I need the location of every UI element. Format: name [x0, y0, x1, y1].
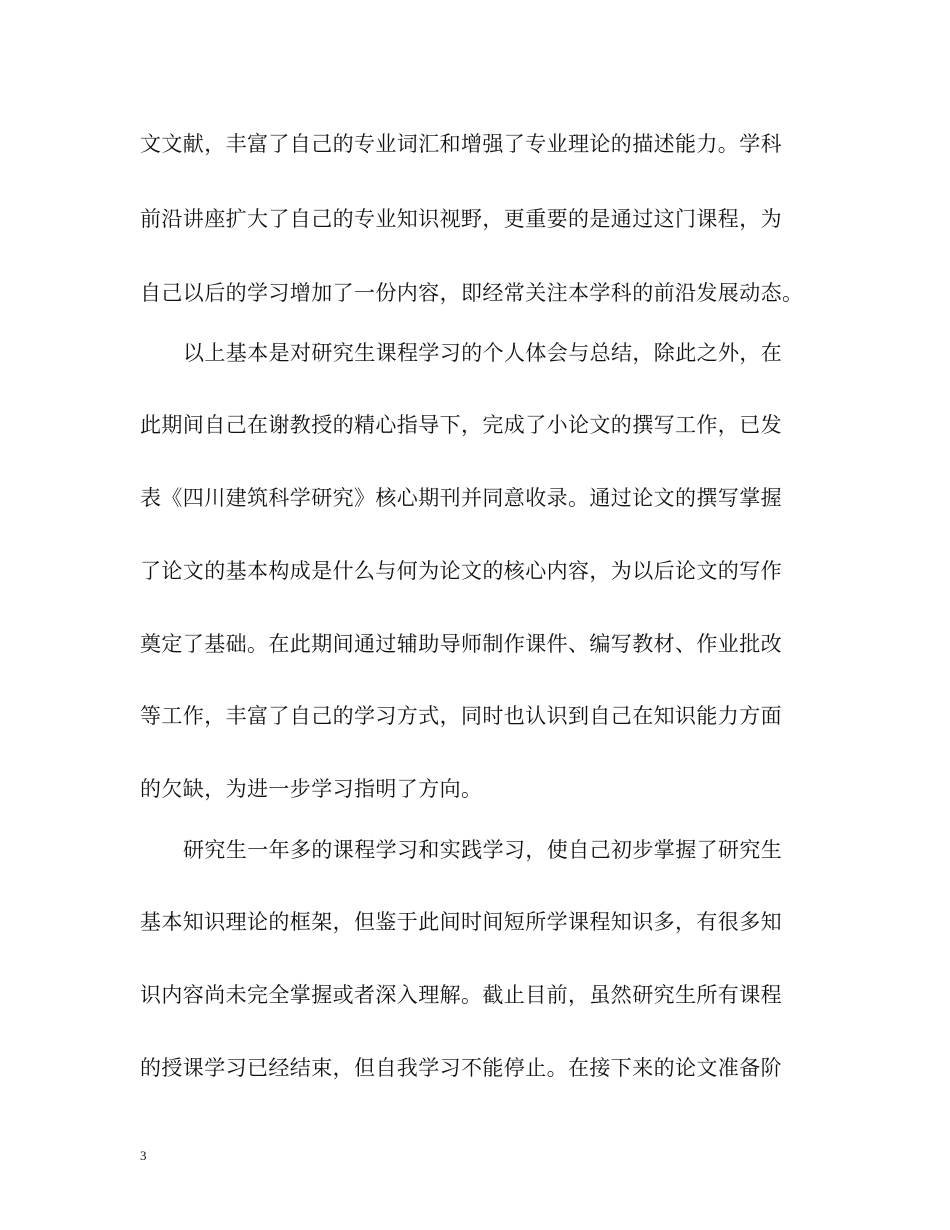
text-line: 自己以后的学习增加了一份内容，即经常关注本学科的前沿发展动态。	[140, 281, 804, 305]
paragraph-first-line: 以上基本是对研究生课程学习的个人体会与总结，除此之外，在	[183, 341, 783, 365]
text-line: 前沿讲座扩大了自己的专业知识视野，更重要的是通过这门课程，为	[140, 207, 782, 231]
text-line: 表《四川建筑科学研究》核心期刊并同意收录。通过论文的撰写掌握	[140, 486, 782, 510]
text-line: 的授课学习已经结束，但自我学习不能停止。在接下来的论文准备阶	[140, 1056, 782, 1080]
paragraph-first-line: 研究生一年多的课程学习和实践学习，使自己初步掌握了研究生	[183, 838, 783, 862]
text-line: 的欠缺，为进一步学习指明了方向。	[140, 777, 483, 801]
text-line: 了论文的基本构成是什么与何为论文的核心内容，为以后论文的写作	[140, 559, 782, 583]
page-number: 3	[140, 1148, 147, 1163]
text-line: 此期间自己在谢教授的精心指导下，完成了小论文的撰写工作，已发	[140, 413, 782, 437]
text-line: 基本知识理论的框架，但鉴于此间时间短所学课程知识多，有很多知	[140, 910, 782, 934]
text-line: 奠定了基础。在此期间通过辅助导师制作课件、编写教材、作业批改	[140, 632, 782, 656]
text-line: 文文献，丰富了自己的专业词汇和增强了专业理论的描述能力。学科	[140, 132, 782, 156]
text-line: 等工作，丰富了自己的学习方式，同时也认识到自己在知识能力方面	[140, 704, 782, 728]
text-line: 识内容尚未完全掌握或者深入理解。截止目前，虽然研究生所有课程	[140, 983, 782, 1007]
